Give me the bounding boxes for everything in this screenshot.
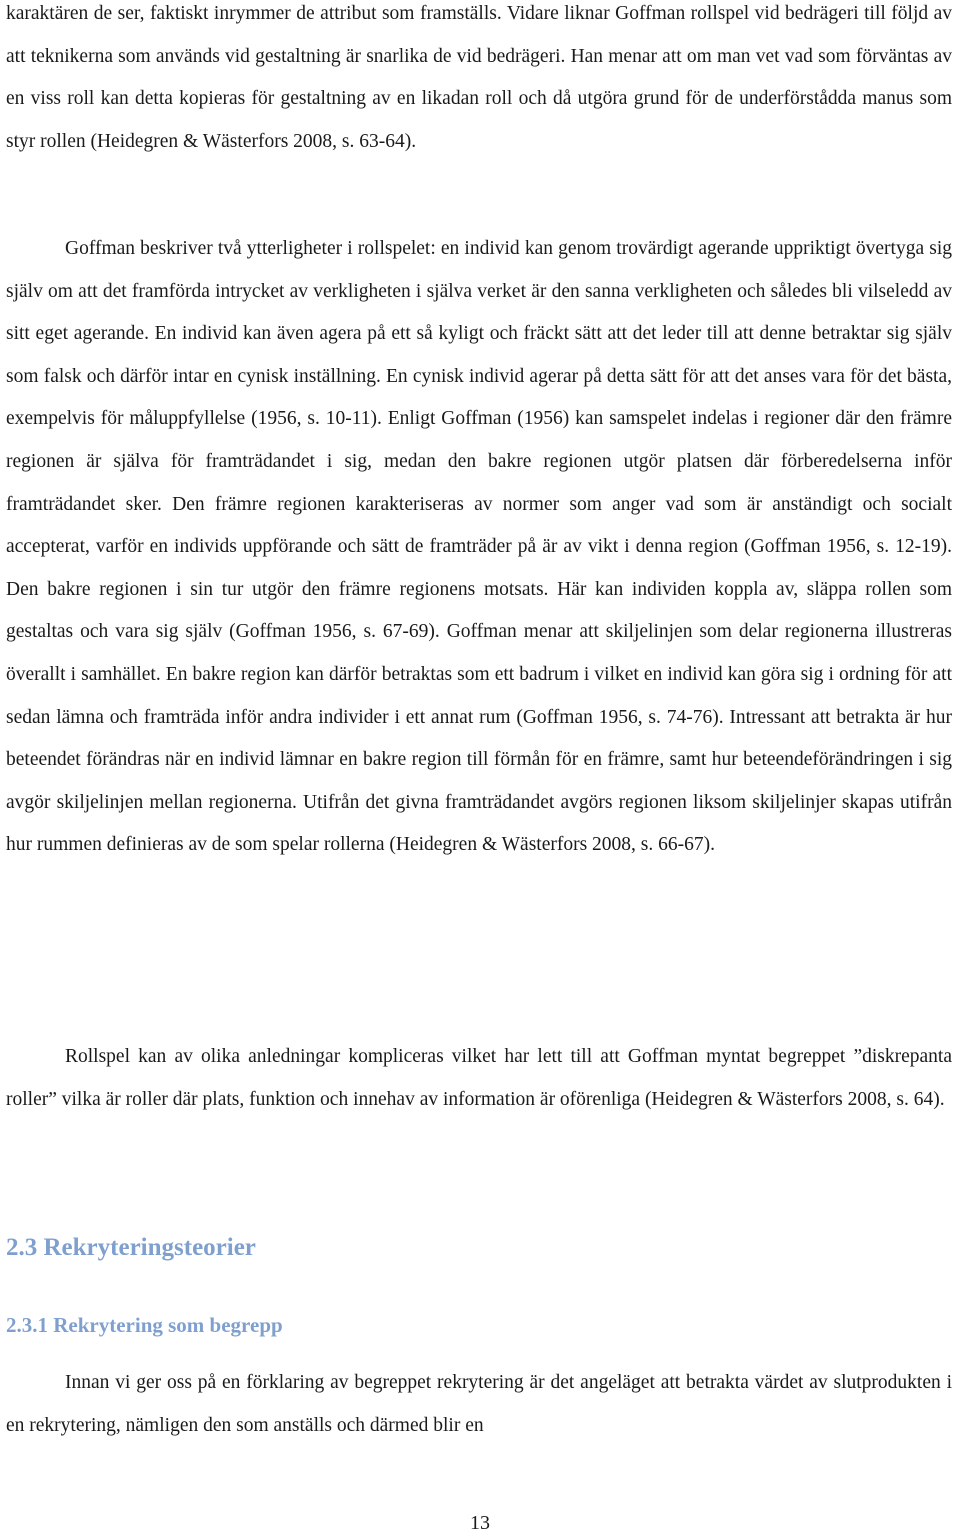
paragraph-discrepant-roles: Rollspel kan av olika anledningar kompliceras vilket har lett till att Goffman myntat begreppet ”diskrepanta roller” vilka är roller där plats, funktion och innehav av information är oförenliga (Heidegren & Wästerfors 2008, s. 64). — [6, 1046, 952, 1110]
section-heading: 2.3 Rekryteringsteorier — [6, 1234, 256, 1261]
subsection-heading: 2.3.1 Rekrytering som begrepp — [6, 1313, 283, 1337]
paragraph-recruitment-intro: Innan vi ger oss på en förklaring av begreppet rekrytering är det angeläget att betrakta värdet av slutprodukten i en rekrytering, nämligen den som anställs och därmed blir en — [6, 1372, 952, 1436]
page-number: 13 — [470, 1512, 490, 1534]
paragraph-goffman-regions: Goffman beskriver två ytterligheter i rollspelet: en individ kan genom trovärdigt agerande uppriktigt övertyga sig själv om att det framförda intrycket av verkligheten i själva verket är den sanna verkligheten och således bli vilseledd av sitt eget agerande. En individ kan även agera på ett så kyligt och fräckt sätt att det leder till att denne betraktar sig själv som falsk och därför intar en cynisk inställning. En cynisk individ agerar på detta sätt för att det anses vara för det bästa, exempelvis för måluppfyllelse (1956, s. 10-11). Enligt Goffman (1956) kan samspelet indelas i regioner där den främre regionen är själva för framträdandet i sig, medan den bakre regionen utgör platsen där förberedelserna inför framträdandet sker. Den främre regionen karakteriseras av normer som anger vad som är anständigt och socialt accepterat, varför en individs uppförande och sätt de framträder på är av vikt i denna region (Goffman 1956, s. 12-19). Den bakre regionen i sin tur utgör den främre regionens motsats. Här kan individen koppla av, släppa rollen som gestaltas och vara sig själv (Goffman 1956, s. 67-69). Goffman menar att skiljelinjen som delar regionerna illustreras överallt i samhället. En bakre region kan därför betraktas som ett badrum i vilket en individ kan göra sig i ordning för att sedan lämna och framträda inför andra individer i ett annat rum (Goffman 1956, s. 74-76). Intressant att betrakta är hur beteendet förändras när en individ lämnar en bakre region till förmån för en främre, samt hur beteendeförändringen i sig avgör skiljelinjen mellan regionerna. Utifrån det givna framträdandet avgörs regionen liksom skiljelinjer skapas utifrån hur rummen definieras av de som spelar rollerna (Heidegren & Wästerfors 2008, s. 66-67). — [6, 238, 952, 856]
paragraph-roleplay-deception: karaktären de ser, faktiskt inrymmer de attribut som framställs. Vidare liknar Goffman rollspel vid bedrägeri till följd av att teknikerna som används vid gestaltning är snarlika de vid bedrägeri. Han menar att om man vet vad som förväntas av en viss roll kan detta kopieras för gestaltning av en likadan roll och då utgöra grund för de underförstådda manus som styr rollen (Heidegren & Wästerfors 2008, s. 63-64). — [6, 3, 952, 152]
